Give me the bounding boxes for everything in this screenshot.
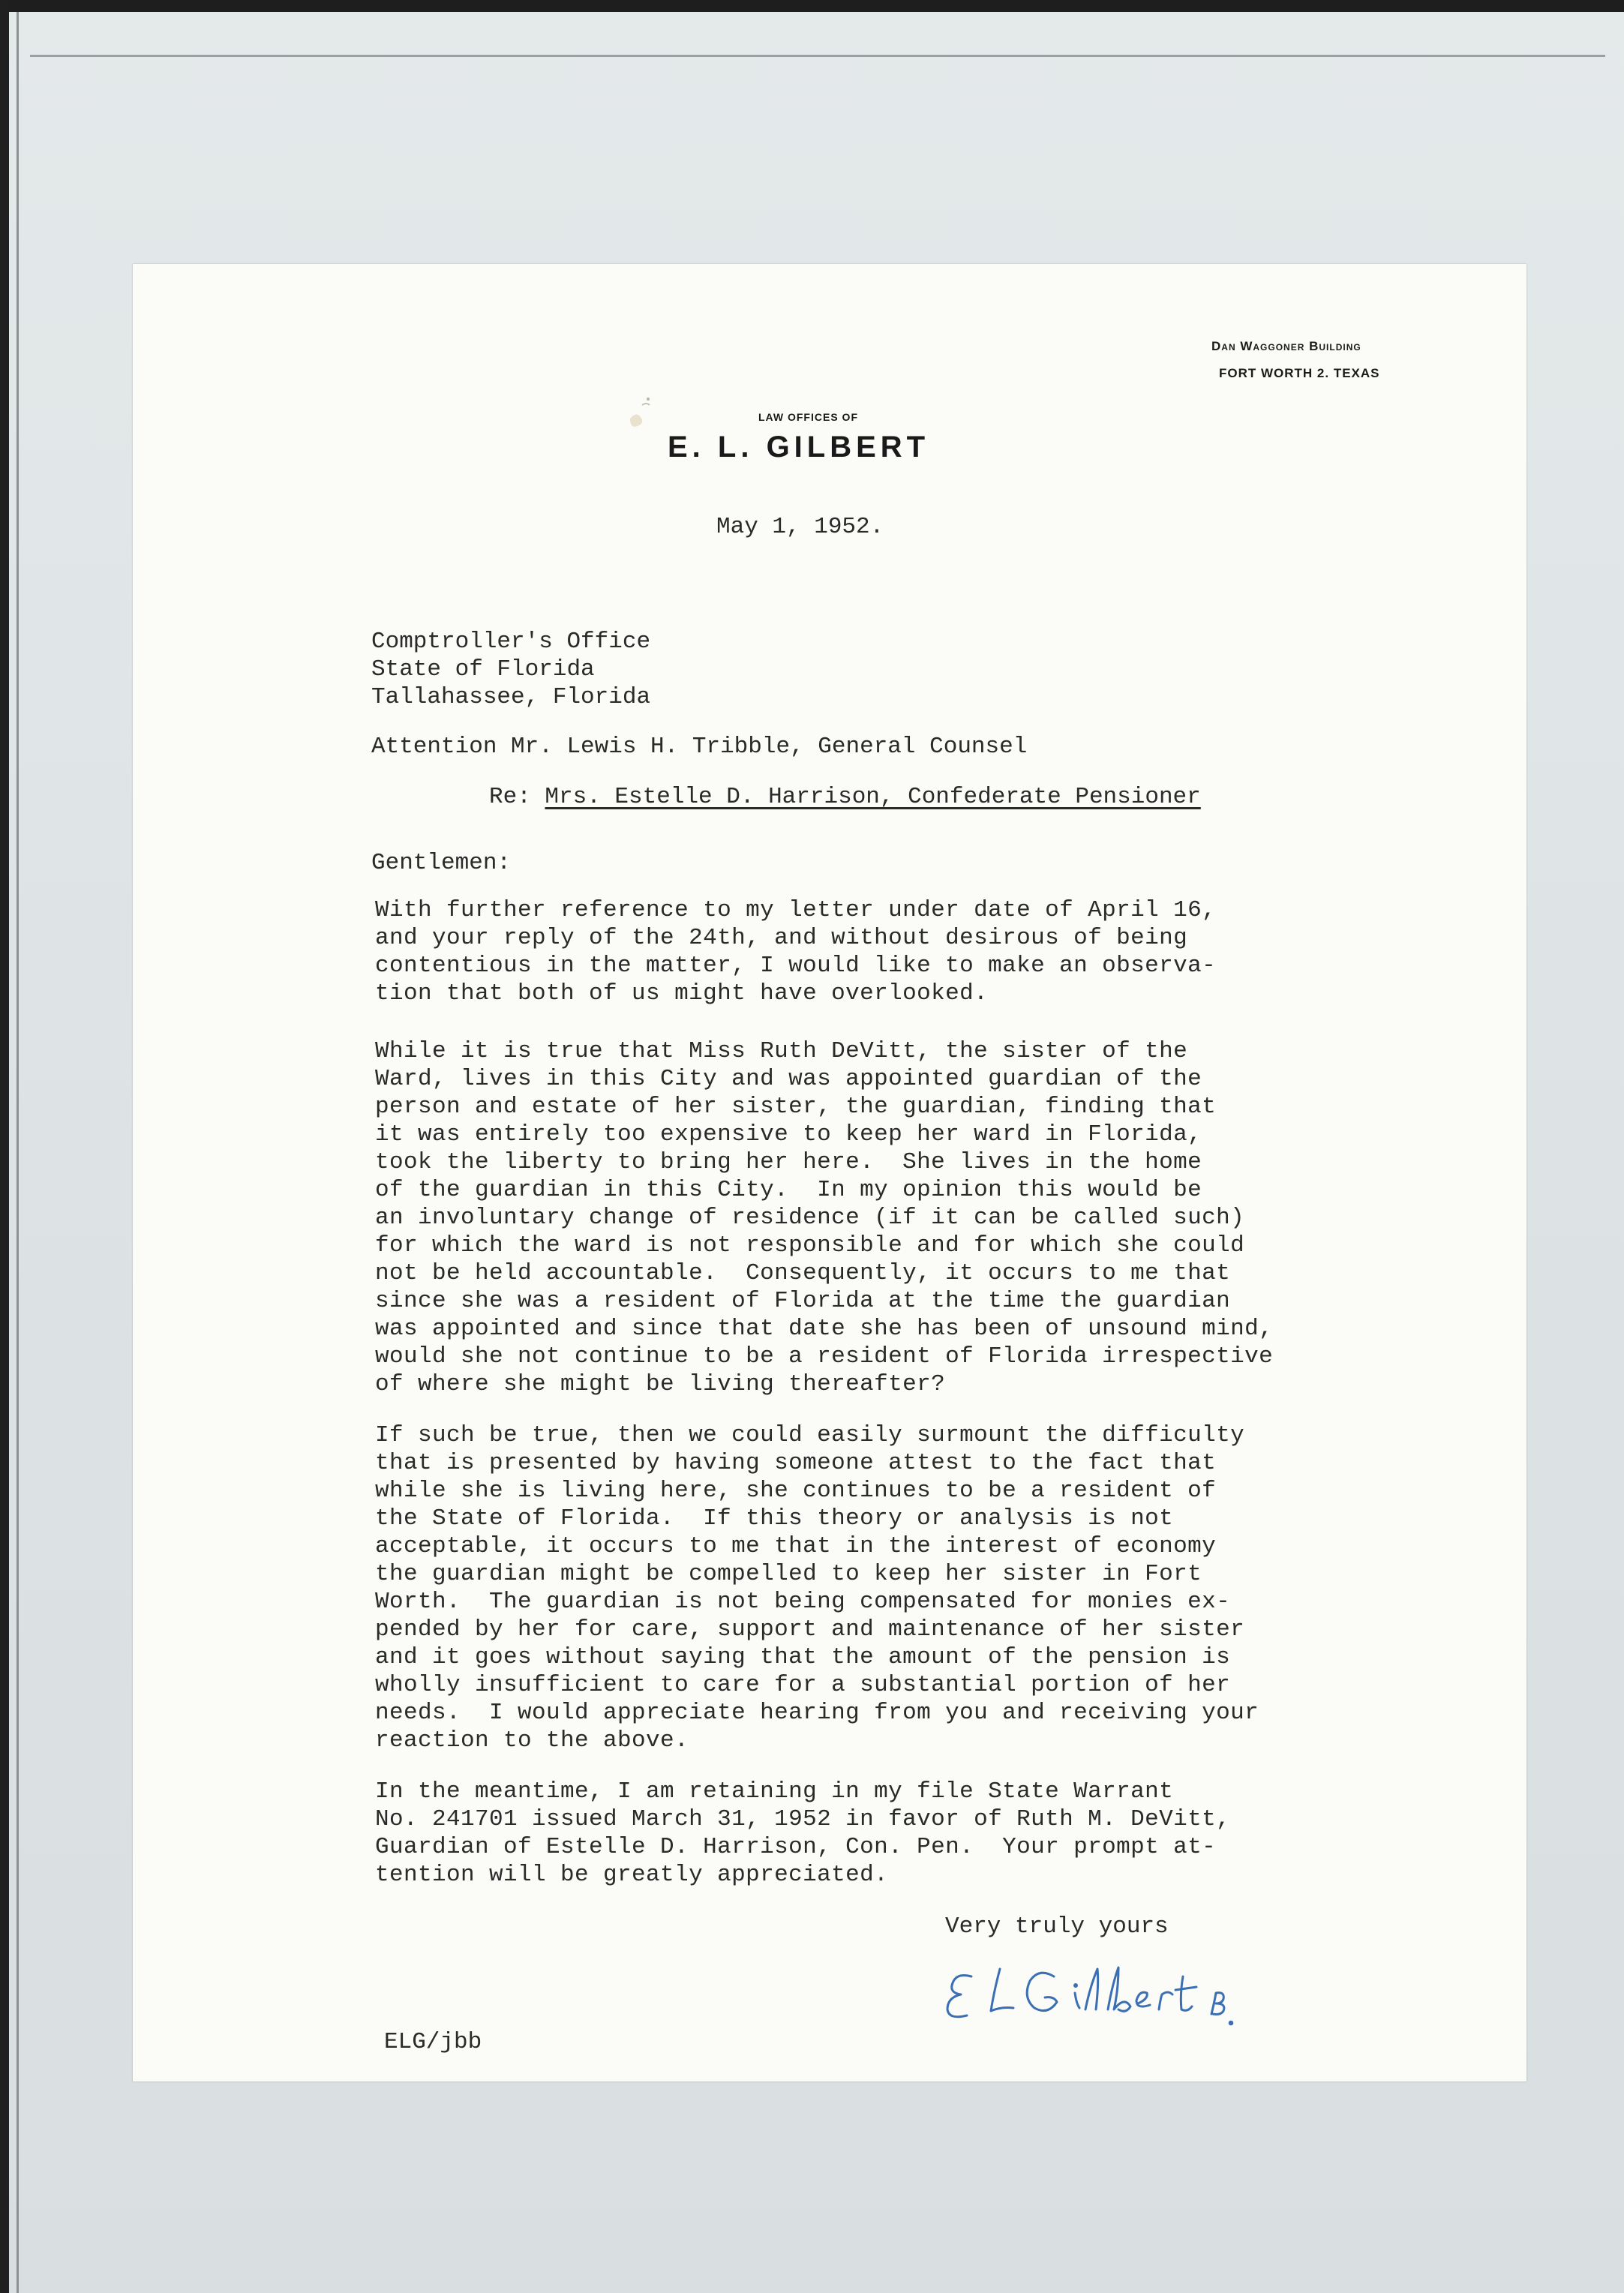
body-paragraph-4: In the meantime, I am retaining in my file State Warrant No. 241701 issued March 31, 1952 in favor of Ruth M. DeVitt, Guardian of Estelle D. Harrison, Con. Pen. Your prompt at- tention will be greatly appreciated. <box>375 1778 1231 1888</box>
reference-initials: ELG/jbb <box>384 2029 482 2055</box>
body-paragraph-2: While it is true that Miss Ruth DeVitt, the sister of the Ward, lives in this City and was appointed guardian of the person and estate of her sister, the guardian, finding that it was entirely too expensive to keep her ward in Florida, took the liberty to bring her here. She lives in the home of the guardian in this City. In my opinion this would be an involuntary change of residence (if it can be called such) for which the ward is not responsible and for which she could not be held accountable. Consequently, it occurs to me that since she was a resident of Florida at the time the guardian was appointed and since that date she has been of unsound mind, would she not continue to be a resident of Florida irrespective of where she might be living thereafter? <box>375 1038 1274 1397</box>
body-paragraph-1: With further reference to my letter under date of April 16, and your reply of the 24th, and without desirous of being contentious in the matter, I would like to make an observa- tion that both of us might have overlooked. <box>375 897 1217 1007</box>
recipient-address <box>371 628 650 711</box>
re-subject: Mrs. Estelle D. Harrison, Confederate Pensioner <box>545 784 1201 810</box>
re-label: Re: <box>489 784 545 810</box>
paper-speck-mark <box>615 390 660 443</box>
letterhead-city: FORT WORTH 2. TEXAS <box>1219 366 1380 380</box>
scanner-top-edge <box>0 0 1624 12</box>
handwritten-signature <box>941 1946 1256 2029</box>
attention-line: Attention Mr. Lewis H. Tribble, General Counsel <box>371 734 1028 760</box>
recipient-line-2: State of Florida <box>371 656 595 683</box>
body-paragraph-3: If such be true, then we could easily surmount the difficulty that is presented by having someone attest to the fact that while she is living here, she continues to be a resident of the State of Florida. If this theory or analysis is not acceptable, it occurs to me that in the interest of economy the guardian might be compelled to keep her sister in Fort Worth. The guardian is not being compensated for monies ex- pended by her for care, support and maintenance of her sister and it goes without saying that the amount of the pension is wholly insufficient to care for a substantial portion of her needs. I would appreciate hearing from you and receiving your reaction to the above. <box>375 1422 1259 1754</box>
salutation: Gentlemen: <box>371 850 512 876</box>
letterhead-building: Dan Waggoner Building <box>1211 339 1361 353</box>
scanner-left-edge <box>0 0 9 2293</box>
closing: Very truly yours <box>945 1913 1169 1940</box>
letterhead-law-offices: LAW OFFICES OF <box>758 411 858 423</box>
letter-date: May 1, 1952. <box>716 514 884 540</box>
letterhead-firm-name: E. L. GILBERT <box>668 431 930 464</box>
recipient-line-1: Comptroller's Office <box>371 629 651 655</box>
recipient-line-3: Tallahassee, Florida <box>371 684 651 710</box>
re-line <box>489 784 1201 810</box>
scanner-top-rule <box>30 55 1605 57</box>
scanner-left-rule <box>17 12 19 2293</box>
